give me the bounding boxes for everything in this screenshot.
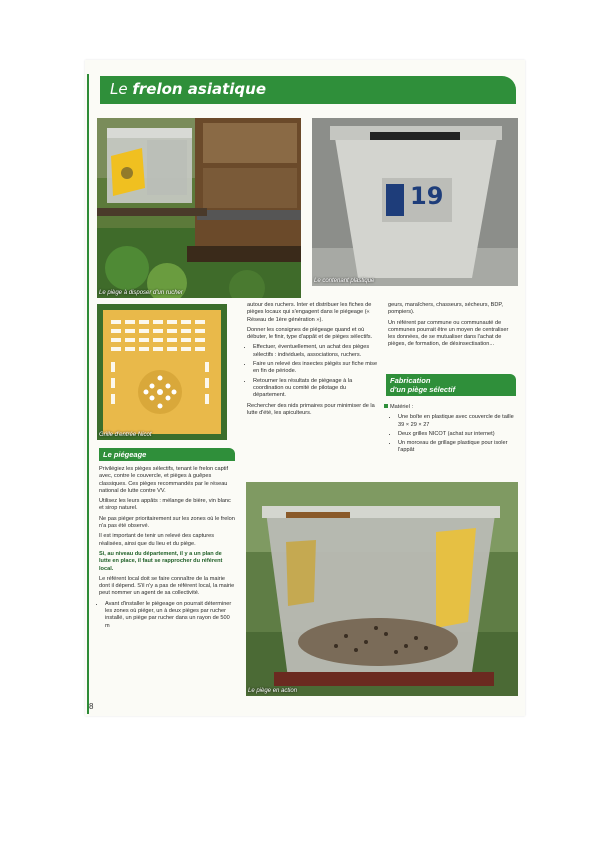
box-label: 19 xyxy=(410,182,444,210)
photo-hive-trap xyxy=(97,118,301,298)
photo-plastic-box xyxy=(312,118,518,286)
paragraph-right-intro: geurs, maraîchers, chasseurs, sécheurs, BDP, pompiers). xyxy=(388,302,503,316)
paragraph-piegeage-1: Privilégiez les pièges sélectifs, tenant le frelon captif avec, contre le couvercle, et pièges à guêpes classiques. Ces pièges recommandés par le réseau national de lutte contre VV. xyxy=(99,466,229,494)
paragraph-piegeage-2: Utilisez les leurs appâts : mélange de bière, vin blanc et sirop naturel. xyxy=(99,498,231,512)
margin-rule xyxy=(87,74,89,714)
caption-grid-plate: Grille d'entrée Nicot xyxy=(99,432,152,438)
paragraph-middle-end: Rechercher des nids primaires pour minimiser de la lutte d'été, les apiculteurs. xyxy=(247,402,375,416)
page-number: 8 xyxy=(89,702,94,711)
paragraph-piegeage-4: Il est important de tenir un relevé des captures réalisées, ainsi que du lieu et du piège. xyxy=(99,533,215,547)
list-item: • Avant d'installer le piégeage on pourrait déterminer les zones où piéger, un à deux pièges par rucher installé, un piège par rucher dans un rayon de 500 m xyxy=(105,601,235,630)
list-item: • Deux grilles NICOT (achat sur internet) xyxy=(398,431,518,438)
column-middle xyxy=(247,302,379,420)
list-item: • Faire un relevé des insectes piégés sur fiche mise en fin de période. xyxy=(253,361,379,376)
grid-plate-illustration xyxy=(97,304,227,440)
materiel-block xyxy=(384,404,518,458)
checkbox-icon xyxy=(384,404,388,408)
column-right xyxy=(388,302,516,352)
list-item: • Un morceau de grillage plastique pour isoler l'appât xyxy=(398,440,518,455)
caption-trap-action: Le piège en action xyxy=(248,688,298,694)
title-bar xyxy=(100,76,516,104)
list-item: • Une boîte en plastique avec couvercle de taille 39 × 29 × 27 xyxy=(398,414,518,429)
photo-trap-action xyxy=(246,482,518,696)
hive-trap-illustration xyxy=(97,118,301,298)
list-piegeage xyxy=(99,601,235,630)
paragraph-referent: Le référent local doit se faire connaître de la mairie dont il dépend. S'il n'y a pas de référent local, la mairie peut nommer un agent de sa collectivité. xyxy=(99,575,235,597)
list-item: • Retourner les résultats de piégeage à la coordination ou comité de pilotage du département. xyxy=(253,378,379,400)
paragraph-right: Un référent par commune ou communauté de communes pourrait être un moyen de centraliser les données, de se mutualiser dans l'achat de pièges, de formation, de désinsectisation... xyxy=(388,319,509,348)
page-title: Le frelon asiatique xyxy=(110,80,267,98)
list-materiel xyxy=(384,414,518,454)
heading-piegeage: Le piégeage xyxy=(99,448,235,461)
list-middle xyxy=(247,344,379,399)
paragraph-middle-1: autour des ruchers. Inter et distribuer les fiches de pièges locaux qui s'engagent dans le piégeage (« Réseau de 1ère génération »). xyxy=(247,302,372,323)
trap-action-illustration xyxy=(246,482,518,696)
heading-fabrication: Fabrication d'un piège sélectif xyxy=(386,374,516,396)
caption-hive-trap: Le piège à disposer d'un rucher xyxy=(99,290,183,296)
bold-note: Si, au niveau du département, il y a un plan de lutte en place, il faut se rapprocher du référent local. xyxy=(99,550,223,572)
paragraph-middle-2: Donner les consignes de piégeage quand et où débuter, le finir, type d'appât et de pièges sélectifs. xyxy=(247,326,373,341)
photo-grid-plate xyxy=(97,304,227,440)
caption-plastic-box: Le contenant plastique xyxy=(314,278,375,284)
column-left xyxy=(99,466,235,633)
list-item: • Effectuer, éventuellement, un achat des pièges sélectifs : individuels, associations, ruchers. xyxy=(253,344,379,359)
paragraph-piegeage-3: Ne pas piéger prioritairement sur les zones où le frelon n'a pas été observé. xyxy=(99,515,235,530)
materiel-label: Matériel : xyxy=(390,404,414,410)
